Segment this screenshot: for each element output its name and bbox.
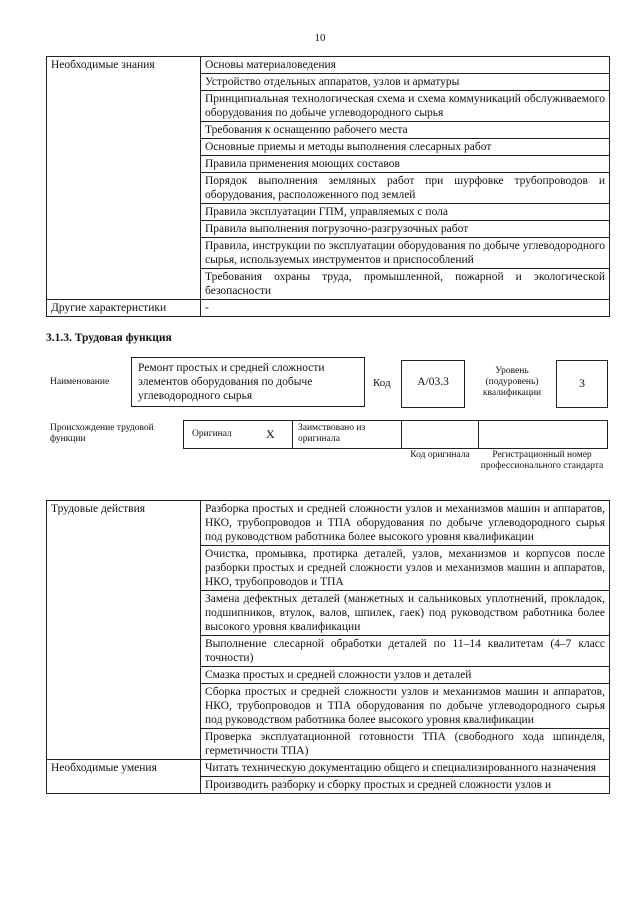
labor-action: Проверка эксплуатационной готовности ТПА (свободного хода шпинделя, герметичности ТПА): [201, 729, 610, 760]
skill-item: Производить разборку и сборку простых и средней сложности узлов и: [201, 777, 610, 794]
code-box: [401, 360, 465, 408]
knowledge-item: Принципиальная технологическая схема и схема коммуникаций обслуживаемого оборудования по добыче углеводородного сырья: [201, 91, 610, 122]
knowledge-item: Правила применения моющих составов: [201, 156, 610, 173]
knowledge-label: Необходимые знания: [47, 57, 201, 300]
registration-number-box: [478, 420, 608, 449]
skills-label: Необходимые умения: [47, 760, 201, 794]
skill-item: Читать техническую документацию общего и специализированного назначения: [201, 760, 610, 777]
registration-number-caption: Регистрационный номер профессионального стандарта: [480, 450, 604, 471]
other-characteristics-value: -: [201, 300, 610, 317]
labor-actions-label: Трудовые действия: [47, 501, 201, 760]
knowledge-item: Основные приемы и методы выполнения слесарных работ: [201, 139, 610, 156]
origin-label: Происхождение трудовой функции: [50, 423, 154, 444]
table-row: [47, 57, 610, 74]
borrowed-label: Заимствовано из оригинала: [298, 423, 366, 444]
labor-action: Сборка простых и средней сложности узлов и механизмов машин и аппаратов, НКО, трубопроводов и ТПА оборудования по добыче углеводородного сырья под руководством работника более высокого уровня квалификации: [201, 684, 610, 729]
knowledge-item: Основы материаловедения: [201, 57, 610, 74]
table-row: [47, 760, 610, 777]
table-row: [47, 300, 610, 317]
function-name-box: [131, 357, 365, 407]
original-box: [183, 420, 293, 449]
table-row: [47, 501, 610, 546]
code-value: A/03.3: [417, 376, 449, 388]
knowledge-item: Устройство отдельных аппаратов, узлов и арматуры: [201, 74, 610, 91]
knowledge-item: Правила эксплуатации ГПМ, управляемых с пола: [201, 204, 610, 221]
section-heading: 3.1.3. Трудовая функция: [46, 332, 172, 344]
labor-action: Смазка простых и средней сложности узлов и деталей: [201, 667, 610, 684]
code-label: Код: [373, 377, 391, 389]
level-value: 3: [579, 376, 585, 390]
labor-action: Разборка простых и средней сложности узлов и механизмов машин и аппаратов, НКО, трубопроводов и ТПА оборудования по добыче углеводородного сырья под руководством работника более высокого уровня квалификации: [201, 501, 610, 546]
knowledge-item: Требования охраны труда, промышленной, пожарной и экологической безопасности: [201, 269, 610, 300]
level-box: [556, 360, 608, 408]
knowledge-item: Правила выполнения погрузочно-разгрузочных работ: [201, 221, 610, 238]
original-mark: X: [266, 427, 275, 441]
function-name-value: Ремонт простых и средней сложности элементов оборудования по добыче углеводородного сырья: [138, 362, 325, 402]
original-code-box: [401, 420, 479, 449]
labor-action: Выполнение слесарной обработки деталей по 11–14 квалитетам (4–7 класс точности): [201, 636, 610, 667]
original-label: Оригинал: [192, 429, 232, 439]
original-code-caption: Код оригинала: [410, 450, 470, 460]
labor-action: Очистка, промывка, протирка деталей, узлов, механизмов и корпусов после разборки простых и средней сложности узлов и механизмов машин и аппаратов, НКО, трубопроводов и ТПА: [201, 546, 610, 591]
level-label: Уровень (подуровень) квалификации: [482, 366, 542, 398]
borrowed-box: [292, 420, 402, 449]
name-label: Наименование: [50, 377, 110, 387]
knowledge-item: Порядок выполнения земляных работ при шурфовке трубопроводов и оборудования, расположенного под землей: [201, 173, 610, 204]
page-number: 10: [314, 32, 326, 44]
labor-action: Замена дефектных деталей (манжетных и сальниковых уплотнений, прокладок, подшипников, втулок, валов, шпилек, гаек) под руководством работника более высокого уровня квалификации: [201, 591, 610, 636]
knowledge-item: Требования к оснащению рабочего места: [201, 122, 610, 139]
other-characteristics-label: Другие характеристики: [47, 300, 201, 317]
knowledge-table: [46, 56, 610, 317]
knowledge-item: Правила, инструкции по эксплуатации оборудования по добыче углеводородного сырья, используемых инструментов и приспособлений: [201, 238, 610, 269]
labor-actions-table: [46, 500, 610, 794]
